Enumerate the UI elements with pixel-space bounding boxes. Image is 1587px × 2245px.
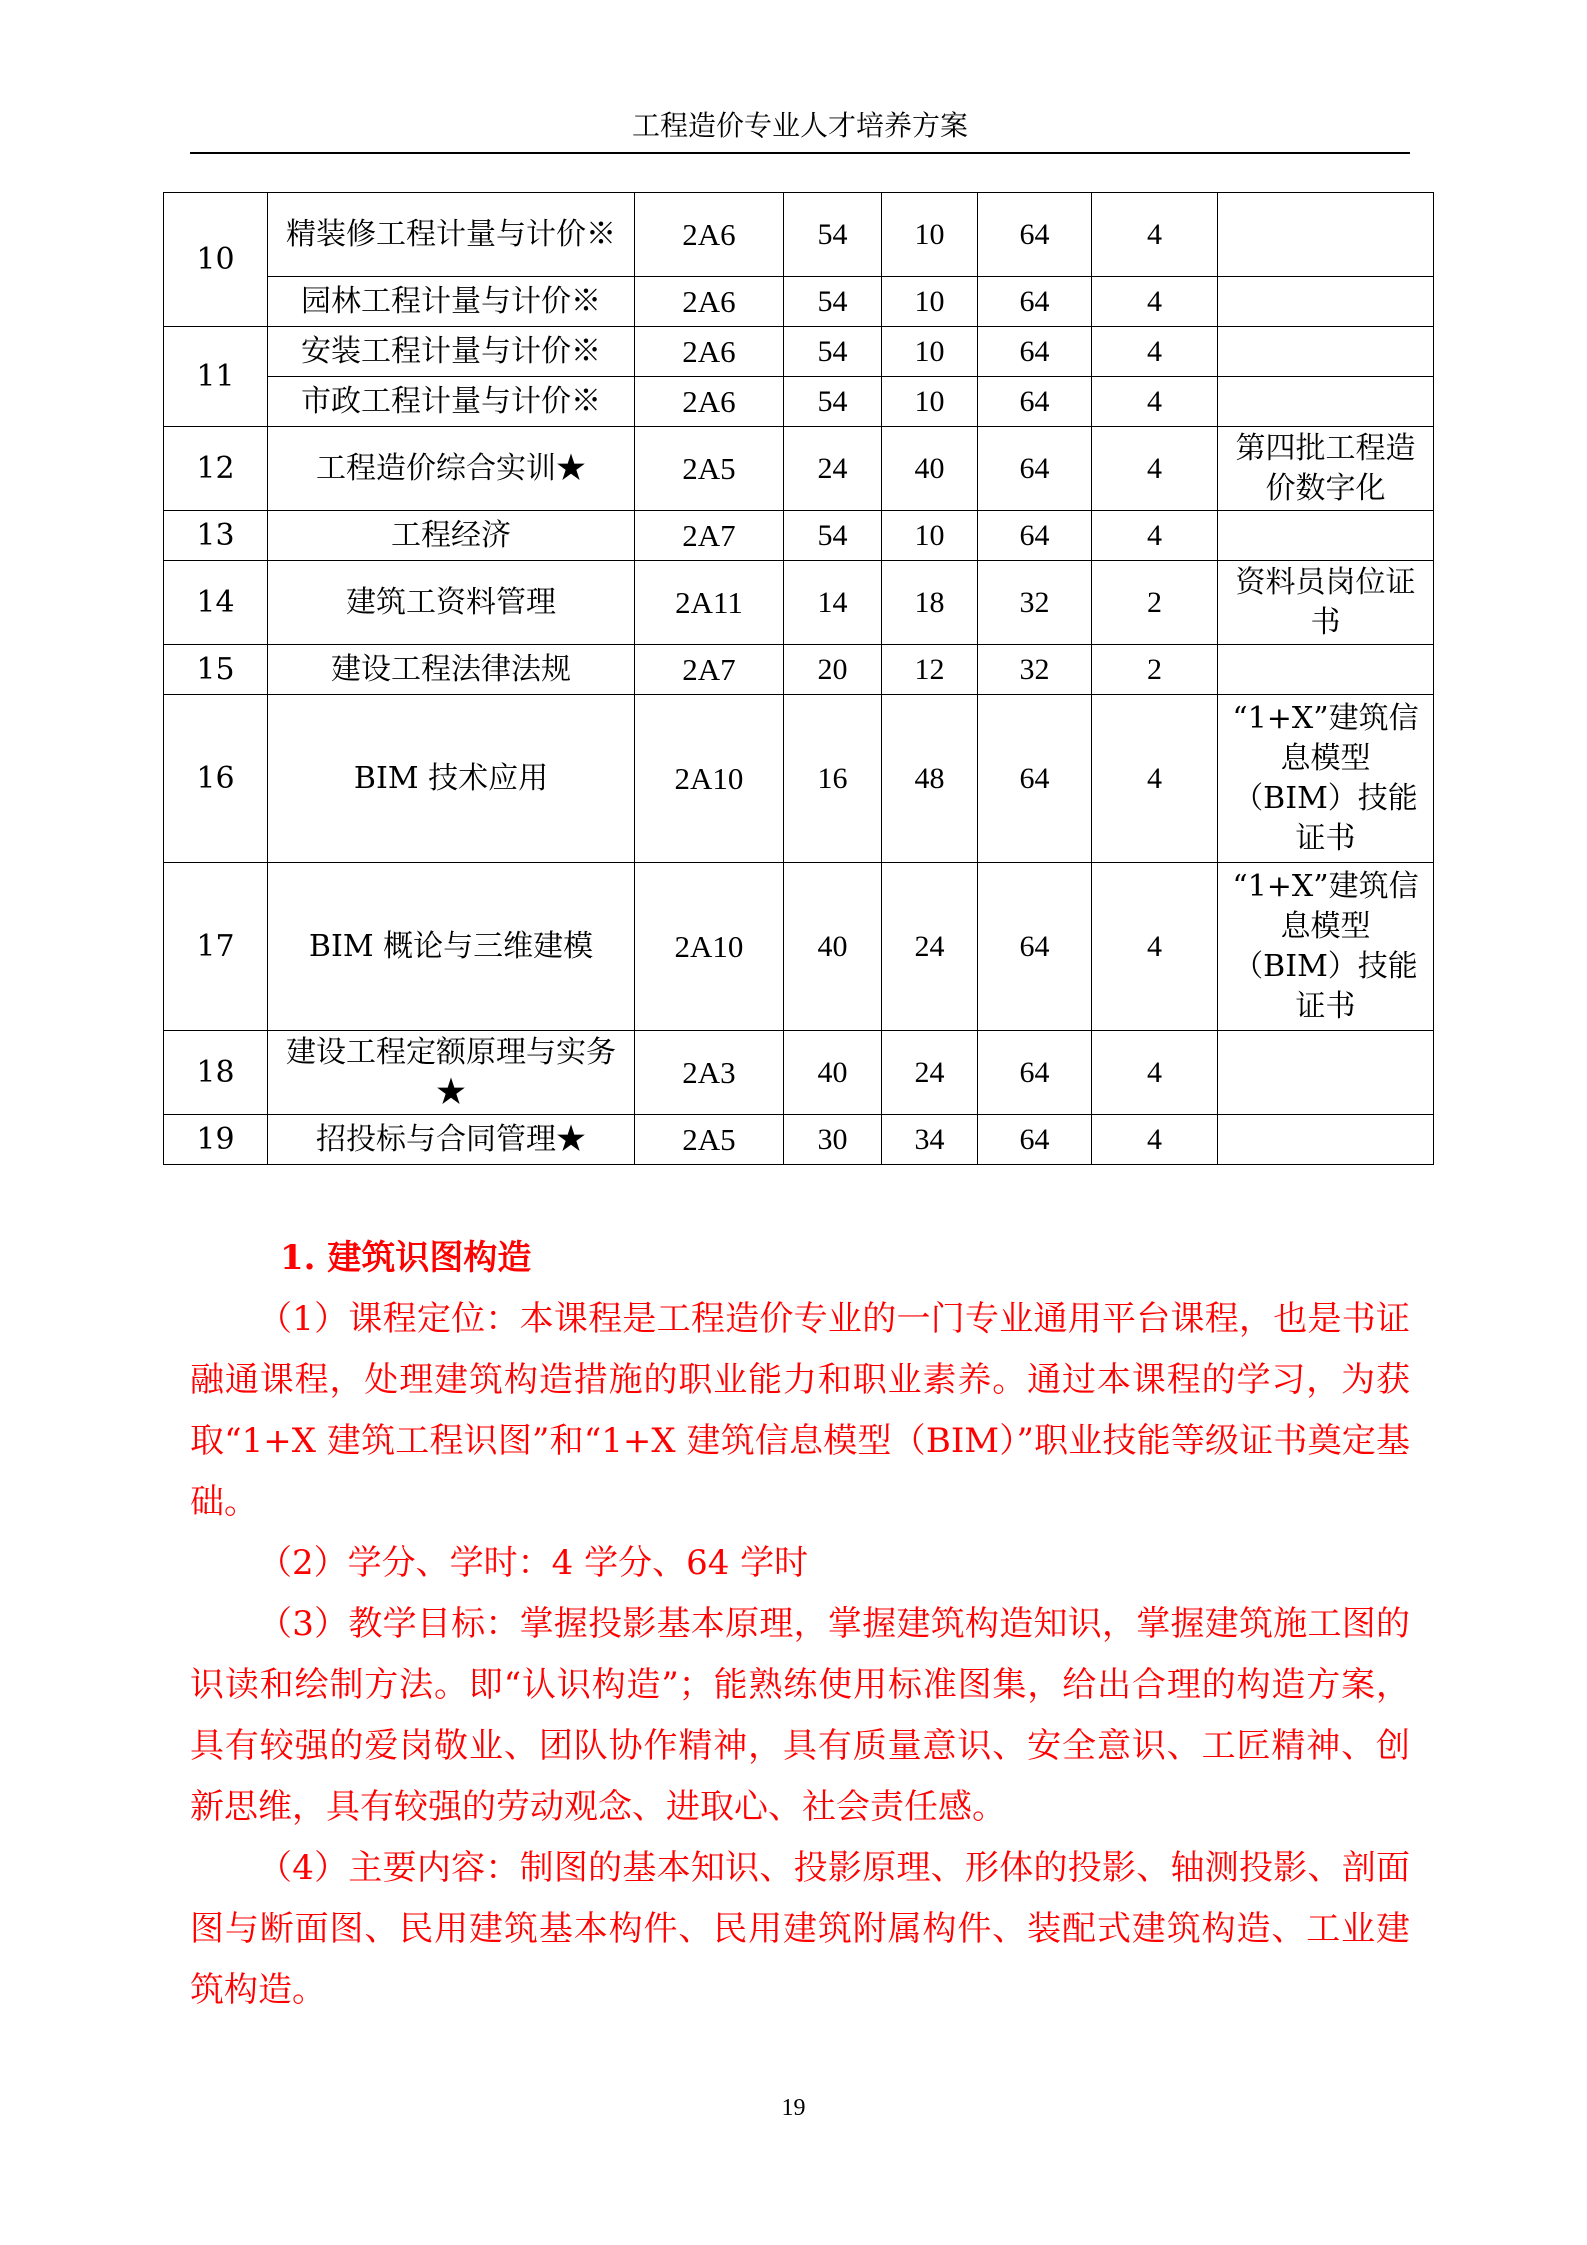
paragraph-credits-hours: （2）学分、学时：4 学分、64 学时 bbox=[258, 1543, 809, 1583]
course-name: 精装修工程计量与计价※ bbox=[268, 193, 635, 277]
practice-hours: 10 bbox=[882, 277, 978, 327]
course-name: 建设工程法律法规 bbox=[268, 645, 635, 695]
theory-hours: 14 bbox=[784, 561, 882, 645]
course-number: 18 bbox=[164, 1031, 268, 1115]
total-hours: 64 bbox=[978, 193, 1092, 277]
table-row bbox=[164, 277, 1434, 327]
certificate bbox=[1218, 511, 1434, 561]
course-name: 工程经济 bbox=[268, 511, 635, 561]
course-name: 工程造价综合实训★ bbox=[268, 427, 635, 511]
total-hours: 64 bbox=[978, 377, 1092, 427]
total-hours: 64 bbox=[978, 427, 1092, 511]
practice-hours: 24 bbox=[882, 863, 978, 1031]
practice-hours: 10 bbox=[882, 511, 978, 561]
certificate: 第四批工程造价数字化 bbox=[1218, 427, 1434, 511]
header-rule bbox=[190, 152, 1410, 154]
course-description bbox=[190, 1228, 1410, 2021]
course-number: 13 bbox=[164, 511, 268, 561]
total-hours: 64 bbox=[978, 277, 1092, 327]
course-number: 14 bbox=[164, 561, 268, 645]
course-table bbox=[163, 192, 1434, 1165]
theory-hours: 54 bbox=[784, 327, 882, 377]
course-code: 2A6 bbox=[635, 377, 784, 427]
table-row bbox=[164, 427, 1434, 511]
credits: 4 bbox=[1092, 1115, 1218, 1165]
theory-hours: 20 bbox=[784, 645, 882, 695]
course-code: 2A6 bbox=[635, 193, 784, 277]
course-name: 园林工程计量与计价※ bbox=[268, 277, 635, 327]
total-hours: 64 bbox=[978, 695, 1092, 863]
course-number: 16 bbox=[164, 695, 268, 863]
course-name: 建筑工资料管理 bbox=[268, 561, 635, 645]
credits: 4 bbox=[1092, 695, 1218, 863]
total-hours: 64 bbox=[978, 327, 1092, 377]
table-row bbox=[164, 377, 1434, 427]
practice-hours: 40 bbox=[882, 427, 978, 511]
credits: 4 bbox=[1092, 193, 1218, 277]
certificate: “1+X”建筑信息模型（BIM）技能证书 bbox=[1218, 695, 1434, 863]
table-row bbox=[164, 193, 1434, 277]
table-row bbox=[164, 645, 1434, 695]
practice-hours: 48 bbox=[882, 695, 978, 863]
course-number: 12 bbox=[164, 427, 268, 511]
total-hours: 64 bbox=[978, 1115, 1092, 1165]
course-code: 2A3 bbox=[635, 1031, 784, 1115]
course-name: 市政工程计量与计价※ bbox=[268, 377, 635, 427]
total-hours: 32 bbox=[978, 645, 1092, 695]
practice-hours: 18 bbox=[882, 561, 978, 645]
total-hours: 32 bbox=[978, 561, 1092, 645]
page-header-title: 工程造价专业人才培养方案 bbox=[631, 109, 968, 142]
certificate bbox=[1218, 277, 1434, 327]
table-row bbox=[164, 1031, 1434, 1115]
certificate bbox=[1218, 193, 1434, 277]
theory-hours: 16 bbox=[784, 695, 882, 863]
certificate bbox=[1218, 1115, 1434, 1165]
course-number: 15 bbox=[164, 645, 268, 695]
credits: 2 bbox=[1092, 645, 1218, 695]
course-name: 安装工程计量与计价※ bbox=[268, 327, 635, 377]
certificate: 资料员岗位证书 bbox=[1218, 561, 1434, 645]
credits: 4 bbox=[1092, 1031, 1218, 1115]
theory-hours: 40 bbox=[784, 1031, 882, 1115]
course-number: 19 bbox=[164, 1115, 268, 1165]
table-row bbox=[164, 561, 1434, 645]
course-name: BIM 技术应用 bbox=[268, 695, 635, 863]
section-title: 1. 建筑识图构造 bbox=[280, 1238, 532, 1278]
course-code: 2A7 bbox=[635, 645, 784, 695]
certificate bbox=[1218, 327, 1434, 377]
course-number: 11 bbox=[164, 327, 268, 427]
theory-hours: 24 bbox=[784, 427, 882, 511]
theory-hours: 54 bbox=[784, 193, 882, 277]
theory-hours: 54 bbox=[784, 511, 882, 561]
course-name: BIM 概论与三维建模 bbox=[268, 863, 635, 1031]
paragraph-content: （4）主要内容：制图的基本知识、投影原理、形体的投影、轴测投影、剖面图与断面图、民用建筑基本构件、民用建筑附属构件、装配式建筑构造、工业建筑构造。 bbox=[190, 1848, 1410, 2010]
table-row bbox=[164, 327, 1434, 377]
total-hours: 64 bbox=[978, 511, 1092, 561]
page-number: 19 bbox=[781, 2095, 806, 2121]
credits: 4 bbox=[1092, 327, 1218, 377]
credits: 4 bbox=[1092, 863, 1218, 1031]
certificate bbox=[1218, 377, 1434, 427]
table-row bbox=[164, 511, 1434, 561]
credits: 4 bbox=[1092, 427, 1218, 511]
theory-hours: 30 bbox=[784, 1115, 882, 1165]
course-code: 2A10 bbox=[635, 863, 784, 1031]
course-code: 2A6 bbox=[635, 327, 784, 377]
practice-hours: 34 bbox=[882, 1115, 978, 1165]
paragraph-objectives: （3）教学目标：掌握投影基本原理，掌握建筑构造知识，掌握建筑施工图的识读和绘制方法。即“认识构造”；能熟练使用标准图集，给出合理的构造方案，具有较强的爱岗敬业、团队协作精神，具有质量意识、安全意识、工匠精神、创新思维，具有较强的劳动观念、进取心、社会责任感。 bbox=[190, 1604, 1410, 1827]
table-row bbox=[164, 695, 1434, 863]
theory-hours: 54 bbox=[784, 277, 882, 327]
table-row bbox=[164, 1115, 1434, 1165]
course-code: 2A5 bbox=[635, 1115, 784, 1165]
table-row bbox=[164, 863, 1434, 1031]
credits: 4 bbox=[1092, 277, 1218, 327]
credits: 2 bbox=[1092, 561, 1218, 645]
credits: 4 bbox=[1092, 377, 1218, 427]
paragraph-positioning: （1）课程定位：本课程是工程造价专业的一门专业通用平台课程，也是书证融通课程，处理建筑构造措施的职业能力和职业素养。通过本课程的学习，为获取“1+X 建筑工程识图”和“1+X 建筑信息模型（BIM）”职业技能等级证书奠定基础。 bbox=[190, 1299, 1410, 1522]
practice-hours: 10 bbox=[882, 193, 978, 277]
total-hours: 64 bbox=[978, 1031, 1092, 1115]
course-name: 招投标与合同管理★ bbox=[268, 1115, 635, 1165]
certificate bbox=[1218, 1031, 1434, 1115]
certificate bbox=[1218, 645, 1434, 695]
practice-hours: 24 bbox=[882, 1031, 978, 1115]
course-name: 建设工程定额原理与实务★ bbox=[268, 1031, 635, 1115]
course-code: 2A10 bbox=[635, 695, 784, 863]
practice-hours: 12 bbox=[882, 645, 978, 695]
course-code: 2A11 bbox=[635, 561, 784, 645]
course-code: 2A5 bbox=[635, 427, 784, 511]
course-code: 2A6 bbox=[635, 277, 784, 327]
course-code: 2A7 bbox=[635, 511, 784, 561]
course-number: 17 bbox=[164, 863, 268, 1031]
practice-hours: 10 bbox=[882, 327, 978, 377]
theory-hours: 40 bbox=[784, 863, 882, 1031]
certificate: “1+X”建筑信息模型（BIM）技能证书 bbox=[1218, 863, 1434, 1031]
practice-hours: 10 bbox=[882, 377, 978, 427]
total-hours: 64 bbox=[978, 863, 1092, 1031]
credits: 4 bbox=[1092, 511, 1218, 561]
course-number: 10 bbox=[164, 193, 268, 327]
theory-hours: 54 bbox=[784, 377, 882, 427]
